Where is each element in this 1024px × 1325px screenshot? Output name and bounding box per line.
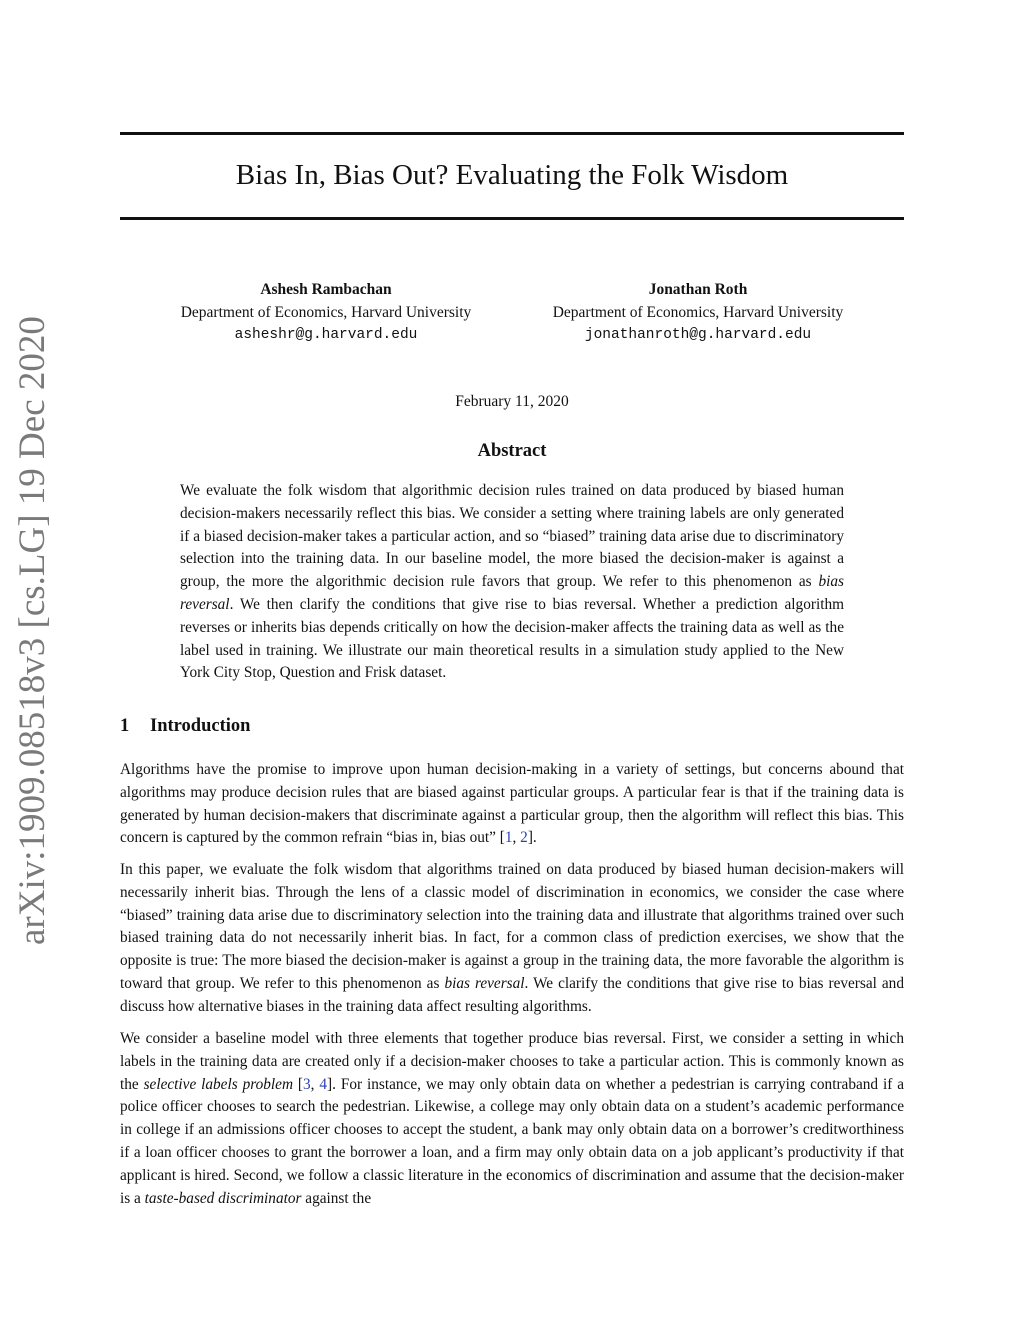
section-number: 1 [120,716,130,736]
citation-link[interactable]: 4 [319,1075,328,1093]
arxiv-identifier-stamp: arXiv:1909.08518v3 [cs.LG] 19 Dec 2020 [12,316,53,945]
emphasis-term: taste-based discriminator [144,1189,302,1207]
citation-link[interactable]: 1 [504,829,513,847]
author-name: Ashesh Rambachan [260,281,392,298]
author-email: jonathanroth@g.harvard.edu [584,327,812,343]
section-title: Introduction [150,716,251,736]
author-affiliation: Department of Economics, Harvard University [180,304,472,321]
emphasis-term: selective labels problem [143,1075,293,1093]
author-block [498,278,898,347]
abstract-heading: Abstract [477,441,547,461]
body-paragraph: In this paper, we evaluate the folk wisdom that algorithms trained on data produced by biased human decision-makers will necessarily inherit bias. Through the lens of a classic model of discrimination in economics, we consider the case where “biased” training data arise due to discriminatory selection into the training data and illustrate that algorithms trained over such biased training data do not necessarily inherit bias. In fact, for a common class of prediction exercises, we show that the opposite is true: The more biased the decision-maker is against a group in the training data, the more favorable the algorithm is toward that group. We refer to this phenomenon as bias reversal. We clarify the conditions that give rise to bias reversal and discuss how alternative biases in the training data affect resulting algorithms. [120,861,904,1015]
paper-title: Bias In, Bias Out? Evaluating the Folk Wisdom [235,159,789,191]
title-rule-bottom [120,217,904,220]
title-rule-top [120,132,904,135]
citation-link[interactable]: 2 [520,829,528,847]
author-block [126,278,526,347]
abstract-text: We evaluate the folk wisdom that algorithmic decision rules trained on data produced by biased human decision-makers necessarily reflect this bias. We consider a setting where training labels are only generated if a biased decision-maker takes a particular action, and so “biased” training data arise due to discriminatory selection into the training data. In our baseline model, the more biased the decision-maker is against a group, the more the algorithmic decision rule favors that group. We refer to this phenomenon as bias reversal. We then clarify the conditions that give rise to bias reversal. Whether a prediction algorithm reverses or inherits bias depends critically on how the decision-maker affects the training data as well as the label used in training. We illustrate our main theoretical results in a simulation study applied to the New York City Stop, Question and Frisk dataset. [180,482,844,682]
emphasis-term: bias reversal [180,573,844,613]
body-paragraph: Algorithms have the promise to improve upon human decision-making in a variety of settings, but concerns abound that algorithms may produce decision rules that are biased against particular groups. A particular fear is that if the training data is generated by human decision-makers that discriminate against a particular group, then the algorithm will reflect this bias. This concern is captured by the common refrain “bias in, bias out” [1, 2]. [120,761,904,847]
citation-link[interactable]: 3 [303,1075,311,1093]
author-email: asheshr@g.harvard.edu [234,327,418,343]
publication-date: February 11, 2020 [455,393,569,410]
emphasis-term: bias reversal [444,974,525,992]
body-paragraph: We consider a baseline model with three elements that together produce bias reversal. First, we consider a setting in which labels in the training data are created only if a decision-maker chooses to take a particular action. This is commonly known as the selective labels problem [3, 4]. For instance, we may only obtain data on whether a pedestrian is carrying contraband if a police officer chooses to search the pedestrian. Likewise, a college may only obtain data on a student’s academic performance in college if an admissions officer chooses to accept the student, a bank may only obtain data on a borrower’s creditworthiness if a loan officer chooses to grant the borrower a loan, and a firm may only obtain data on a job applicant’s productivity if that applicant is hired. Second, we follow a classic literature in the economics of discrimination and assume that the decision-maker is a taste-based discriminator against the [120,1030,904,1207]
section-heading [120,713,250,739]
author-affiliation: Department of Economics, Harvard University [552,304,844,321]
author-name: Jonathan Roth [648,281,748,298]
